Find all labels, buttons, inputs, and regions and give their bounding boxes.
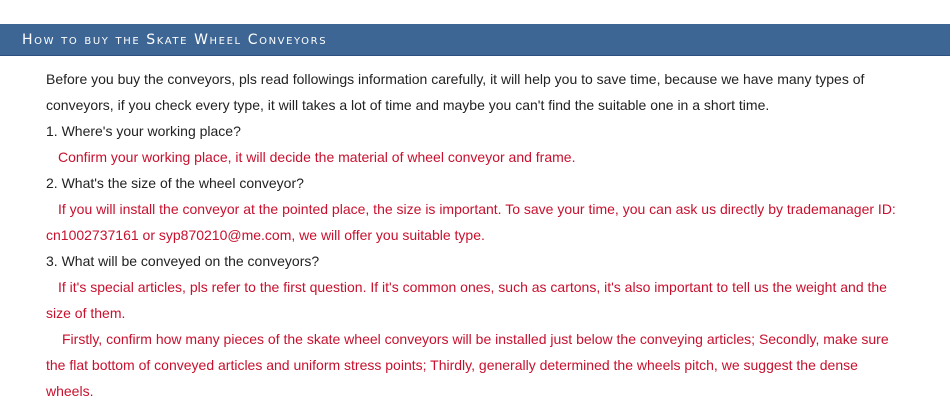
answer-2-line-1: If you will install the conveyor at the pointed place, the size is important. To save your time, you can ask us directly by trademanager ID: xyxy=(58,201,896,217)
intro-line-2: conveyors, if you check every type, it will takes a lot of time and maybe you can't find the suitable one in a short time. xyxy=(46,97,770,113)
answer-2-line-2: cn1002737161 or syp870210@me.com, we will offer you suitable type. xyxy=(46,227,485,243)
question-2: 2. What's the size of the wheel conveyor? xyxy=(46,175,304,191)
article-body xyxy=(46,66,926,404)
note-line-1: Firstly, confirm how many pieces of the skate wheel conveyors will be installed just below the conveying articles; Secondly, make sure xyxy=(62,331,889,347)
answer-3-line-2: size of them. xyxy=(46,305,126,321)
answer-3-line-1: If it's special articles, pls refer to the first question. If it's common ones, such as cartons, it's also important to tell us the weight and the xyxy=(58,279,887,295)
note-line-2: the flat bottom of conveyed articles and uniform stress points; Thirdly, generally determined the wheels pitch, we suggest the dense xyxy=(46,357,858,373)
section-header-bar xyxy=(0,24,950,56)
intro-line-1: Before you buy the conveyors, pls read followings information carefully, it will help you to save time, because we have many types of xyxy=(46,71,865,87)
answer-1: Confirm your working place, it will decide the material of wheel conveyor and frame. xyxy=(58,149,576,165)
question-1: 1. Where's your working place? xyxy=(46,123,241,139)
section-title: How to buy the Skate Wheel Conveyors xyxy=(22,32,328,48)
note-line-3: wheels. xyxy=(46,383,94,399)
question-3: 3. What will be conveyed on the conveyors? xyxy=(46,253,320,269)
